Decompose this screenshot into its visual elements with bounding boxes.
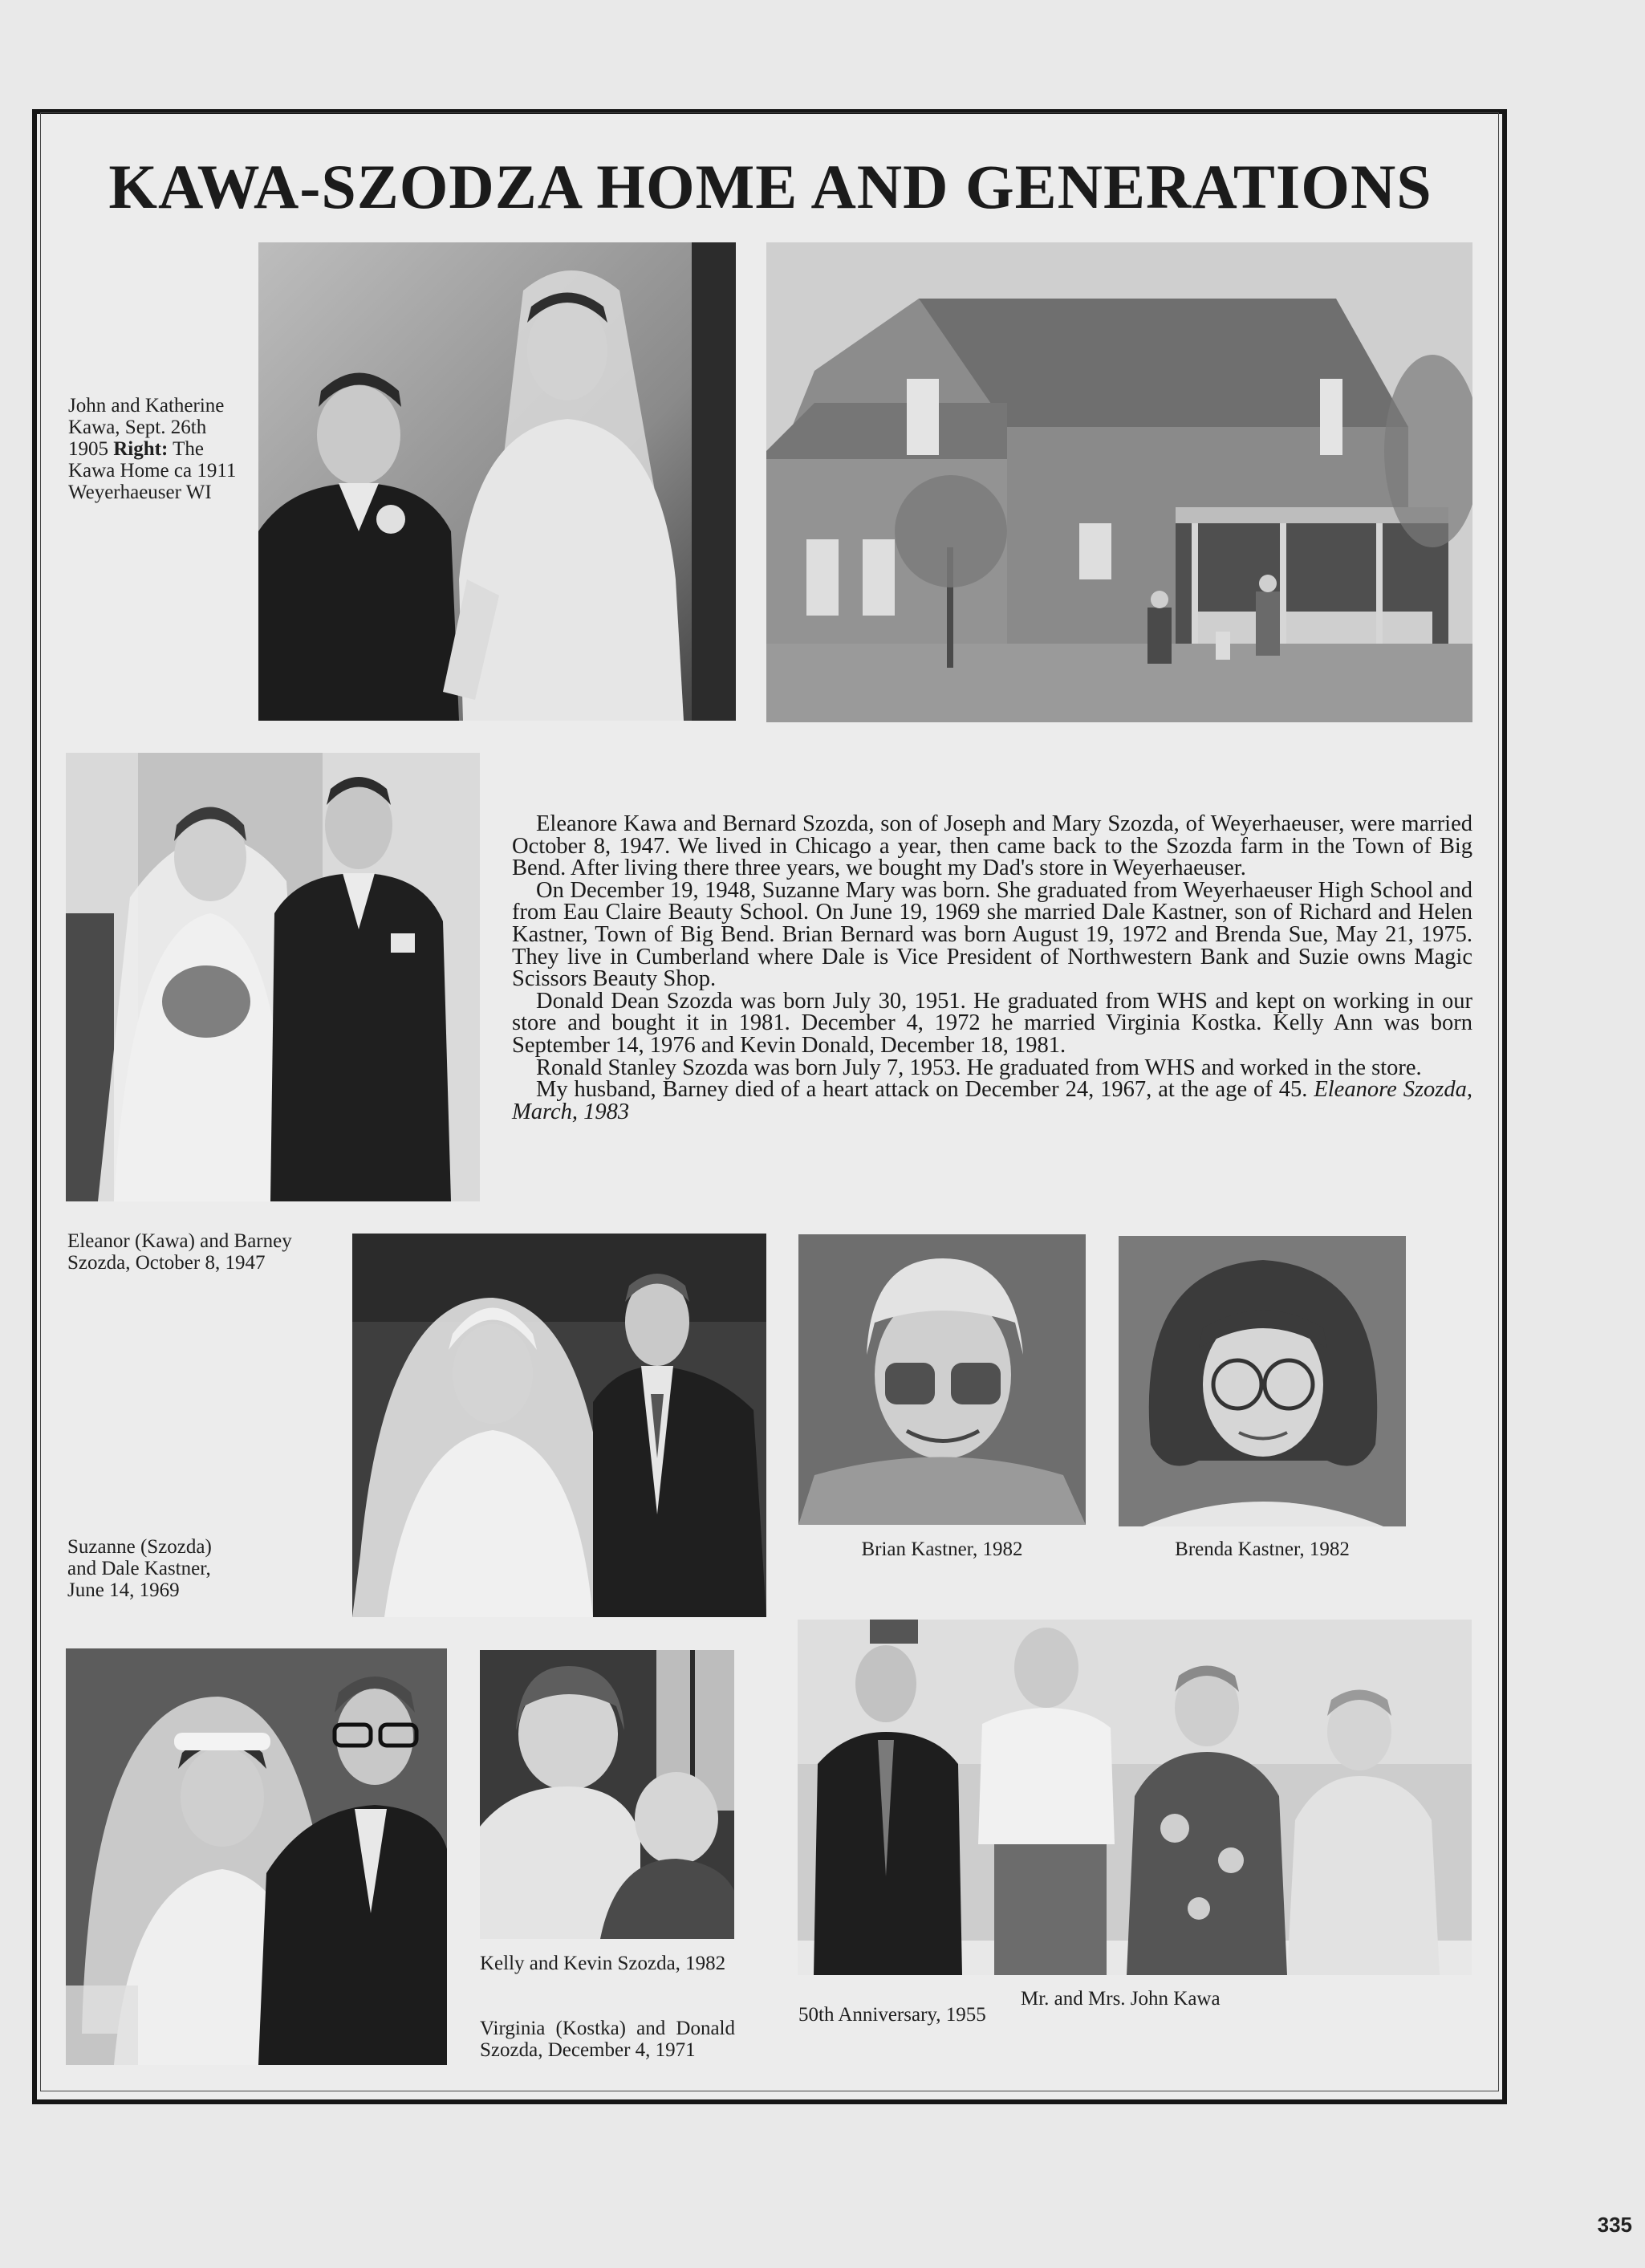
caption-brian: Brian Kastner, 1982: [861, 1538, 1023, 1560]
caption-mr-mrs-john-kawa: Mr. and Mrs. John Kawa: [1021, 1988, 1221, 2010]
story-paragraph-4: Ronald Stanley Szozda was born July 7, 1953. He graduated from WHS and worked in the store.: [536, 1055, 1422, 1080]
caption-kawa-home-text: The Kawa Home ca 1911 Weyerhaeuser WI: [68, 438, 237, 503]
caption-kelly-kevin: Kelly and Kevin Szozda, 1982: [480, 1953, 726, 1974]
caption-suzanne-dale: Suzanne (Szozda) and Dale Kastner, June 14, 1969: [67, 1536, 212, 1601]
story-paragraph-5: [512, 1079, 1472, 1123]
photo-brian: [798, 1234, 1086, 1525]
caption-john-katherine: [68, 395, 237, 503]
caption-50th-anniversary: 50th Anniversary, 1955: [798, 2004, 986, 2026]
story-signature: Eleanore Szozda, March, 1983: [512, 1077, 1473, 1124]
photo-kawa-home: [766, 242, 1472, 722]
caption-eleanor-barney: Eleanor (Kawa) and Barney Szozda, October 8, 1947: [67, 1230, 292, 1274]
photo-wedding-1905: [258, 242, 736, 721]
photo-brenda: [1119, 1236, 1406, 1526]
caption-brenda: Brenda Kastner, 1982: [1175, 1538, 1350, 1560]
photo-wedding-1971: [66, 1648, 447, 2065]
caption-right-label: Right:: [113, 438, 169, 460]
photo-wedding-1969: [352, 1234, 766, 1617]
story-paragraph-3: Donald Dean Szozda was born July 30, 1951. He graduated from WHS and kept on working in our store and bought it in 1981. December 4, 1972 he married Virginia Kostka. Kelly Ann was born September 14, 1976 and Kevin Donald, December 18, 1981.: [512, 988, 1472, 1058]
page-number: 335: [1597, 2213, 1632, 2237]
story-paragraph-1: Eleanore Kawa and Bernard Szozda, son of Joseph and Mary Szozda, of Weyerhaeuser, were married October 8, 1947. We lived in Chicago a year, then came back to the Szozda farm in the Town of Big Bend. After living there three years, we bought my Dad's store in Weyerhaeuser.: [512, 811, 1472, 881]
story-paragraph-2: On December 19, 1948, Suzanne Mary was born. She graduated from Weyerhaeuser High School and from Eau Claire Beauty School. On June 19, 1969 she married Dale Kastner, son of Richard and Helen Kastner, Town of Big Bend. Brian Bernard was born August 19, 1972 and Brenda Sue, May 21, 1975. They live in Cumberland where Dale is Vice President of Northwestern Bank and Suzie owns Magic Scissors Beauty Shop.: [512, 877, 1472, 992]
photo-kelly-kevin: [480, 1650, 734, 1939]
family-story: [512, 813, 1472, 1123]
photo-50th-anniversary: [798, 1620, 1472, 1975]
caption-john-katherine-text: John and Katherine Kawa, Sept. 26th 1905: [68, 395, 225, 460]
photo-wedding-1947: [66, 753, 480, 1201]
story-paragraph-5-text: My husband, Barney died of a heart attack on December 24, 1967, at the age of 45.: [536, 1077, 1308, 1103]
caption-virginia-donald: Virginia (Kostka) and Donald Szozda, December 4, 1971: [480, 2018, 735, 2061]
page-title: KAWA-SZODZA HOME AND GENERATIONS: [108, 152, 1432, 222]
